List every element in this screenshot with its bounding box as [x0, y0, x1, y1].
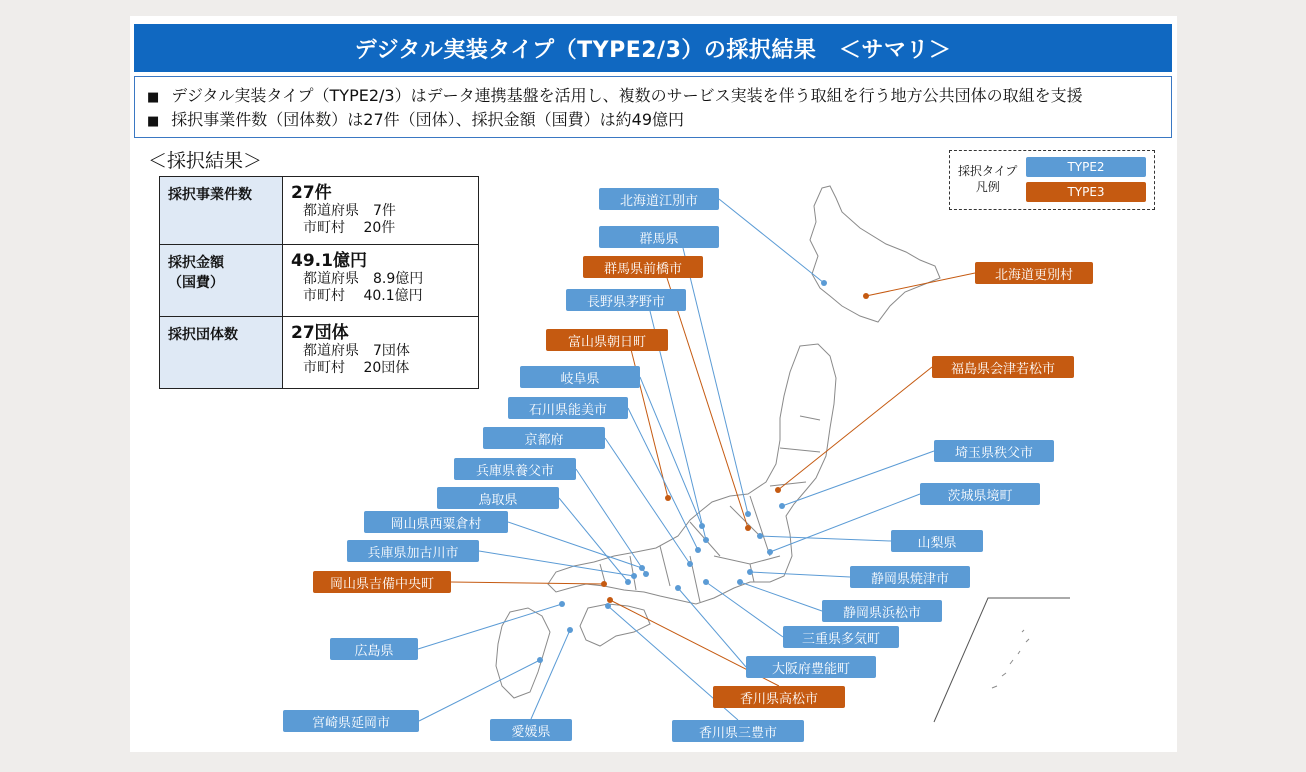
leader-line — [628, 408, 698, 550]
location-dot — [757, 533, 763, 539]
location-dot — [665, 495, 671, 501]
map-label: 香川県高松市 — [713, 686, 845, 708]
map-label: 静岡県浜松市 — [822, 600, 942, 622]
summary-line-2: 採択事業件数（団体数）は27件（団体）、採択金額（国費）は約49億円 — [171, 110, 685, 129]
bullet-square-icon: ■ — [147, 90, 160, 105]
row-key: 採択団体数 — [160, 317, 283, 389]
location-dot — [605, 603, 611, 609]
location-dot — [863, 293, 869, 299]
leader-line — [451, 582, 604, 584]
location-dot — [703, 579, 709, 585]
row-sub-value: 市町村 20団体 — [303, 360, 410, 376]
location-dot — [631, 573, 637, 579]
map-label: 岐阜県 — [520, 366, 640, 388]
leader-line — [778, 367, 932, 490]
row-sub-value: 市町村 40.1億円 — [303, 288, 423, 304]
location-dot — [821, 280, 827, 286]
map-label: 広島県 — [330, 638, 418, 660]
shikoku-outline — [580, 604, 650, 646]
japan-map — [130, 16, 1177, 752]
okinawa-inset-frame — [934, 598, 1070, 722]
map-label: 埼玉県秩父市 — [934, 440, 1054, 462]
okinawa-islands — [992, 630, 1029, 688]
location-dot — [643, 571, 649, 577]
row-sub-value: 市町村 20件 — [303, 220, 396, 236]
location-dot — [639, 565, 645, 571]
location-dot — [601, 581, 607, 587]
leader-line — [419, 660, 540, 721]
location-dot — [625, 579, 631, 585]
row-main-value: 27件 — [291, 183, 332, 203]
map-label: 富山県朝日町 — [546, 329, 668, 351]
location-dot — [737, 579, 743, 585]
location-dot — [537, 657, 543, 663]
kyushu-outline — [496, 608, 550, 698]
location-dot — [703, 537, 709, 543]
legend-type2: TYPE2 — [1026, 157, 1146, 177]
legend-label-line1: 採択タイプ — [958, 164, 1018, 178]
map-label: 三重県多気町 — [783, 626, 899, 648]
leader-line — [719, 199, 824, 283]
row-key: 採択事業件数 — [160, 177, 283, 245]
map-label: 岡山県西粟倉村 — [364, 511, 508, 533]
map-label: 香川県三豊市 — [672, 720, 804, 742]
map-label: 北海道江別市 — [599, 188, 719, 210]
map-label: 静岡県焼津市 — [850, 566, 970, 588]
row-sub-value: 都道府県 7件 — [303, 203, 396, 219]
location-dot — [779, 503, 785, 509]
leader-line — [706, 582, 783, 637]
map-label: 兵庫県養父市 — [454, 458, 576, 480]
map-label: 岡山県吉備中央町 — [313, 571, 451, 593]
leader-line — [750, 572, 850, 577]
leader-line — [678, 588, 746, 667]
map-label: 茨城県境町 — [920, 483, 1040, 505]
location-dot — [745, 525, 751, 531]
leader-line — [667, 278, 748, 528]
map-label: 宮崎県延岡市 — [283, 710, 419, 732]
location-dot — [567, 627, 573, 633]
location-dot — [747, 569, 753, 575]
map-label: 群馬県前橋市 — [583, 256, 703, 278]
location-dot — [607, 597, 613, 603]
location-dot — [695, 547, 701, 553]
legend-type3: TYPE3 — [1026, 182, 1146, 202]
location-dot — [767, 549, 773, 555]
leader-line — [605, 438, 690, 564]
map-label: 長野県茅野市 — [566, 289, 686, 311]
map-label: 鳥取県 — [437, 487, 559, 509]
row-sub-value: 都道府県 8.9億円 — [303, 271, 424, 287]
location-dot — [775, 487, 781, 493]
page-title: デジタル実装タイプ（TYPE2/3）の採択結果 ＜サマリ＞ — [134, 24, 1172, 72]
row-key: 採択金額 （国費） — [160, 245, 283, 317]
leader-line — [576, 469, 646, 574]
map-label: 大阪府豊能町 — [746, 656, 876, 678]
bullet-square-icon: ■ — [147, 114, 160, 129]
map-label: 北海道更別村 — [975, 262, 1093, 284]
row-sub-value: 都道府県 7団体 — [303, 343, 410, 359]
hokkaido-outline — [810, 186, 940, 322]
location-dot — [687, 561, 693, 567]
leader-line — [418, 604, 562, 649]
leader-line — [508, 522, 642, 568]
summary-line-1: デジタル実装タイプ（TYPE2/3）はデータ連携基盤を活用し、複数のサービス実装を伴う取組を行う地方公共団体の取組を支援 — [171, 86, 1083, 105]
map-label: 山梨県 — [891, 530, 983, 552]
row-main-value: 27団体 — [291, 323, 349, 343]
leader-line — [760, 536, 891, 541]
legend-label-line2: 凡例 — [975, 180, 1000, 194]
location-dot — [699, 523, 705, 529]
slide — [130, 16, 1177, 752]
map-label: 兵庫県加古川市 — [347, 540, 479, 562]
row-main-value: 49.1億円 — [291, 251, 367, 271]
results-heading: ＜採択結果＞ — [148, 150, 263, 172]
map-label: 石川県能美市 — [508, 397, 628, 419]
map-label: 愛媛県 — [490, 719, 572, 741]
map-label: 群馬県 — [599, 226, 719, 248]
leader-line — [740, 582, 822, 611]
map-label: 福島県会津若松市 — [932, 356, 1074, 378]
location-dot — [675, 585, 681, 591]
leader-line — [866, 273, 975, 296]
location-dot — [559, 601, 565, 607]
leader-line — [683, 248, 748, 514]
map-label: 京都府 — [483, 427, 605, 449]
location-dot — [745, 511, 751, 517]
